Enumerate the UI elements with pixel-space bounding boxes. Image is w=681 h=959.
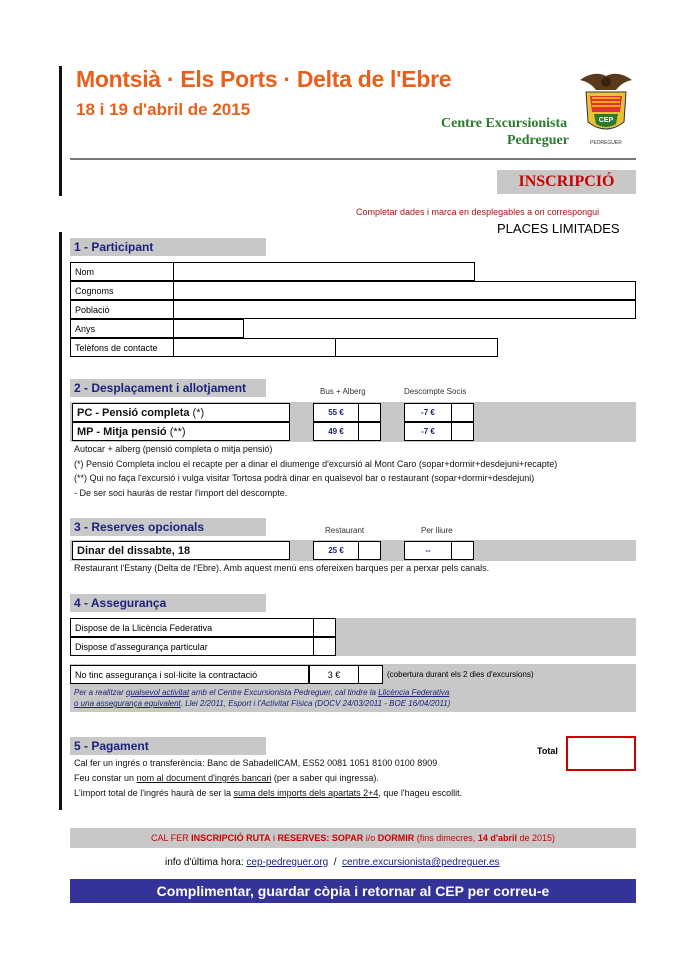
select-dinar[interactable] [358, 541, 381, 560]
label-telefons: Telèfons de contacte [70, 338, 174, 357]
label-poblacio: Població [70, 300, 174, 319]
col-restaurant: Restaurant [325, 526, 365, 535]
club-name-line2: Pedreguer [507, 133, 569, 148]
price-assegurança: 3 € [309, 665, 359, 684]
section-insurance: 4 - Assegurança [70, 594, 266, 612]
label-anys: Anys [70, 319, 174, 338]
section-payment: 5 - Pagament [70, 737, 266, 755]
select-contractacio[interactable] [358, 665, 383, 684]
total-label: Total [537, 746, 558, 756]
total-field[interactable] [566, 736, 636, 771]
limited-places: PLACES LIMITADES [497, 221, 620, 236]
left-rule-top [59, 66, 62, 196]
label-nom: Nom [70, 262, 174, 281]
option-particular: Dispose d'assegurança particular [70, 637, 314, 656]
discount-mp: -7 € [404, 422, 452, 441]
legal-line-2: o una assegurança equivalent. Llei 2/2011, Esport i l'Activitat Física (DOCV 24/03/2011 - BOE 16/04/2011) [74, 699, 451, 708]
info-line: info d'última hora: cep-pedreguer.org / centre.excursionista@pedreguer.es [165, 857, 500, 868]
label-cognoms: Cognoms [70, 281, 174, 300]
select-free[interactable] [451, 541, 474, 560]
svg-text:PEDREGUER: PEDREGUER [590, 140, 622, 146]
option-mitja-pensio: MP - Mitja pensió (**) [72, 422, 290, 441]
coverage-note: (cobertura durant els 2 dies d'excursions) [387, 670, 534, 679]
lodging-note-3: (**) Qui no faça l'excursió i vulga visitar Tortosa podrà dinar en qualsevol bar o restaurant (sopar+dormir+desdejuni) [74, 473, 535, 483]
restaurant-note: Restaurant l'Estany (Delta de l'Ebre). Amb aquest menú ens ofereixen barques per a perxar pels canals. [74, 563, 490, 573]
inscription-label: INSCRIPCIÓ [497, 170, 636, 194]
svg-text:CEP: CEP [598, 117, 614, 124]
club-name-line1: Centre Excursionista [441, 116, 568, 131]
email-link[interactable]: centre.excursionista@pedreguer.es [342, 857, 500, 868]
instructions-note: Completar dades i marca en desplegables a on correspongui [356, 207, 600, 217]
free-dinar: -- [404, 541, 452, 560]
header-divider [70, 158, 636, 160]
final-banner: Complimentar, guardar còpia i retornar al CEP per correu-e [70, 879, 636, 903]
input-cognoms[interactable] [173, 281, 636, 300]
club-logo-icon [576, 68, 636, 148]
input-anys[interactable] [173, 319, 244, 338]
price-pc: 55 € [313, 403, 359, 422]
discount-pc: -7 € [404, 403, 452, 422]
input-telefon-1[interactable] [173, 338, 336, 357]
price-mp: 49 € [313, 422, 359, 441]
legal-line-1: Per a realitzar qualsevol activitat amb el Centre Excursionista Pedreguer, cal tindre la Llicència Federativa [74, 688, 450, 697]
section-participant: 1 - Participant [70, 238, 266, 256]
option-contractacio: No tinc assegurança i sol·licite la contractació [70, 665, 309, 684]
check-llicencia[interactable] [313, 618, 336, 637]
input-nom[interactable] [173, 262, 475, 281]
website-link[interactable]: cep-pedreguer.org [246, 857, 329, 868]
input-telefon-2[interactable] [335, 338, 498, 357]
payment-line-3: L'import total de l'ingrés haurà de ser la suma dels imports dels apartats 2+4, que l'hageu escollit. [74, 788, 463, 798]
payment-line-2: Feu constar un nom al document d'ingrés bancari (per a saber qui ingressa). [74, 773, 379, 783]
col-per-lliure: Per lliure [421, 526, 453, 535]
option-llicencia: Dispose de la Llicència Federativa [70, 618, 314, 637]
lodging-note-1: Autocar + alberg (pensió completa o mitja pensió) [74, 444, 273, 454]
check-particular[interactable] [313, 637, 336, 656]
select-discount-pc[interactable] [451, 403, 474, 422]
input-poblacio[interactable] [173, 300, 636, 319]
select-pc[interactable] [358, 403, 381, 422]
price-dinar: 25 € [313, 541, 359, 560]
col-descompte: Descompte Socis [404, 387, 467, 396]
option-pension-completa: PC - Pensió completa (*) [72, 403, 290, 422]
page-title: Montsià · Els Ports · Delta de l'Ebre [76, 66, 452, 92]
select-mp[interactable] [358, 422, 381, 441]
col-bus-alberg: Bus + Alberg [320, 387, 366, 396]
select-discount-mp[interactable] [451, 422, 474, 441]
option-dinar: Dinar del dissabte, 18 [72, 541, 290, 560]
lodging-note-2: (*) Pensió Completa inclou el recapte per a dinar el diumenge d'excursió al Mont Caro (sopar+dormir+desdejuni+recapte) [74, 459, 558, 469]
left-rule-bottom [59, 232, 62, 810]
lodging-note-4: - De ser soci hauràs de restar l'import del descompte. [74, 488, 288, 498]
deadline-banner: CAL FER INSCRIPCIÓ RUTA i RESERVES: SOPAR i/o DORMIR (fins dimecres, 14 d'abril de 2015) [70, 828, 636, 848]
payment-line-1: Cal fer un ingrés o transferència: Banc de SabadellCAM, ES52 0081 1051 8100 0100 8909 [74, 758, 438, 768]
event-dates: 18 i 19 d'abril de 2015 [76, 100, 251, 119]
section-lodging: 2 - Desplaçament i allotjament [70, 379, 266, 397]
section-optional: 3 - Reserves opcionals [70, 518, 266, 536]
